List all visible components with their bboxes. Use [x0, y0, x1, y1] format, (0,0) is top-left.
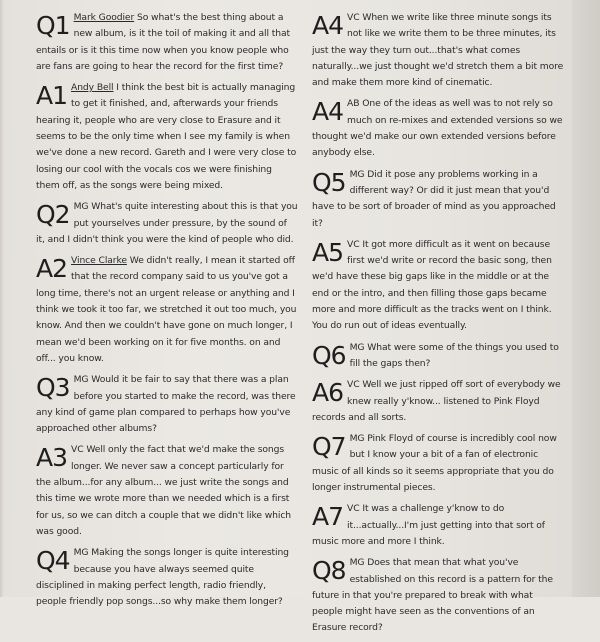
speaker-name: Mark Goodier: [73, 12, 135, 23]
booklet-edge: [572, 0, 600, 597]
left-column: [36, 10, 298, 615]
speaker-name: Vince Clarke: [71, 255, 127, 267]
interview-entry: [312, 167, 564, 232]
entry-marker: Q6: [312, 340, 346, 370]
entry-text: I think the best bit is actually managing to get it finished, and, afterwards your friends hearing it, people who are very close to Erasure and it seems to be the only time when I see my family is when we've done a new record. Gareth and I were very close to losing our cool with the vocals cos we were finishing them off, as the songs were being mixed.: [36, 82, 297, 191]
entry-text: MG Making the songs longer is quite interesting because you have always seemed quite disciplined in making perfect length, radio friendly, people friendly pop songs...so why make them longer?: [36, 547, 289, 608]
interview-entry: [312, 377, 564, 426]
entry-text: MG Would it be fair to say that there was a plan before you started to make the record, was there any kind of game plan compared to perhaps how you've approached other albums?: [36, 374, 296, 435]
interview-entry: [36, 372, 298, 437]
entry-marker: A1: [36, 81, 68, 111]
speaker-name: Andy Bell: [71, 82, 114, 94]
entry-marker: Q7: [312, 432, 346, 462]
entry-text: MG Does that mean that what you've established on this record is a pattern for the future in that you're prepared to break with what people might have seen as the conventions of an Erasure record?: [312, 557, 553, 634]
entry-text: We didn't really, I mean it started off that the record company said to us you've got a long time, there's not an urgent release or anything and I think we took it too far, we stretched it out too much, you know. And then we couldn't have gone on much longer, I mean we'd been working on it for five months. on and off... you know.: [36, 255, 297, 364]
interview-entry: [36, 253, 298, 367]
entry-text: VC Well we just ripped off sort of everybody we knew really y'know... listened to Pink Floyd records and all sorts.: [312, 379, 561, 423]
entry-text: VC When we write like three minute songs its not like we write them to be three minutes, its just the way they turn out...that's what comes naturally...we just thought we'd stretch them a bit more and make them more kind of cinematic.: [312, 12, 564, 89]
entry-text: So what's the best thing about a new album, is it the toil of making it and all that entails or is it this time now when you know people who are fans are going to hear the record for the first time?: [36, 12, 291, 72]
entry-marker: Q3: [36, 373, 70, 403]
entry-marker: A5: [312, 237, 344, 267]
interview-entry: [312, 431, 564, 496]
interview-entry: [36, 545, 298, 610]
entry-text: MG Did it pose any problems working in a different way? Or did it just mean that you'd have to be sort of broader of mind as you approached it?: [312, 168, 556, 229]
page-edge-shadow: [0, 0, 4, 597]
interview-entry: [312, 10, 564, 91]
entry-marker: A6: [312, 378, 344, 408]
interview-entry: [312, 96, 564, 161]
interview-entry: [312, 501, 564, 550]
entry-marker: Q1: [36, 11, 70, 40]
entry-marker: A7: [312, 502, 344, 532]
entry-text: MG What's quite interesting about this is that you put yourselves under pressure, by the sound of it, and I didn't think you were the kind of people who did.: [36, 201, 298, 245]
entry-marker: A4: [312, 97, 344, 127]
entry-marker: Q5: [312, 167, 346, 197]
interview-entry: [312, 237, 564, 335]
right-column: [312, 10, 564, 642]
entry-text: VC Well only the fact that we'd make the songs longer. We never saw a concept particularly for the album...for any album... we just write the songs and this time we wrote more than we needed which is a first for us, so we can ditch a couple that we didn't like which was good.: [36, 444, 292, 537]
entry-text: MG What were some of the things you used to fill the gaps then?: [349, 341, 559, 369]
entry-text: AB One of the ideas as well was to not rely so much on re-mixes and extended versions so we thought we'd make our own extended versions before anybody else.: [312, 98, 563, 159]
entry-text: MG Pink Floyd of course is incredibly cool now but I know your a bit of a fan of electronic music of all kinds so it seems appropriate that you do longer instrumental pieces.: [312, 433, 557, 494]
entry-marker: A2: [36, 254, 68, 284]
interview-entry: [312, 340, 564, 373]
entry-marker: Q4: [36, 546, 70, 576]
interview-entry: [36, 442, 298, 540]
interview-entry: [312, 555, 564, 636]
entry-text: VC It was a challenge y'know to do it...actually...I'm just getting into that sort of music more and more I think.: [312, 503, 545, 547]
interview-entry: [36, 10, 298, 75]
entry-text: VC It got more difficult as it went on because first we'd write or record the basic song, then we'd have these big gaps like in the middle or at the end or the intro, and then filling those gaps became more and more difficult as the tracks went on I think. You do run out of ideas eventually.: [312, 238, 552, 332]
entry-marker: Q2: [36, 200, 70, 230]
interview-entry: [36, 80, 298, 194]
entry-marker: A3: [36, 443, 68, 473]
entry-marker: A4: [312, 11, 344, 40]
interview-entry: [36, 199, 298, 248]
entry-marker: Q8: [312, 556, 346, 586]
